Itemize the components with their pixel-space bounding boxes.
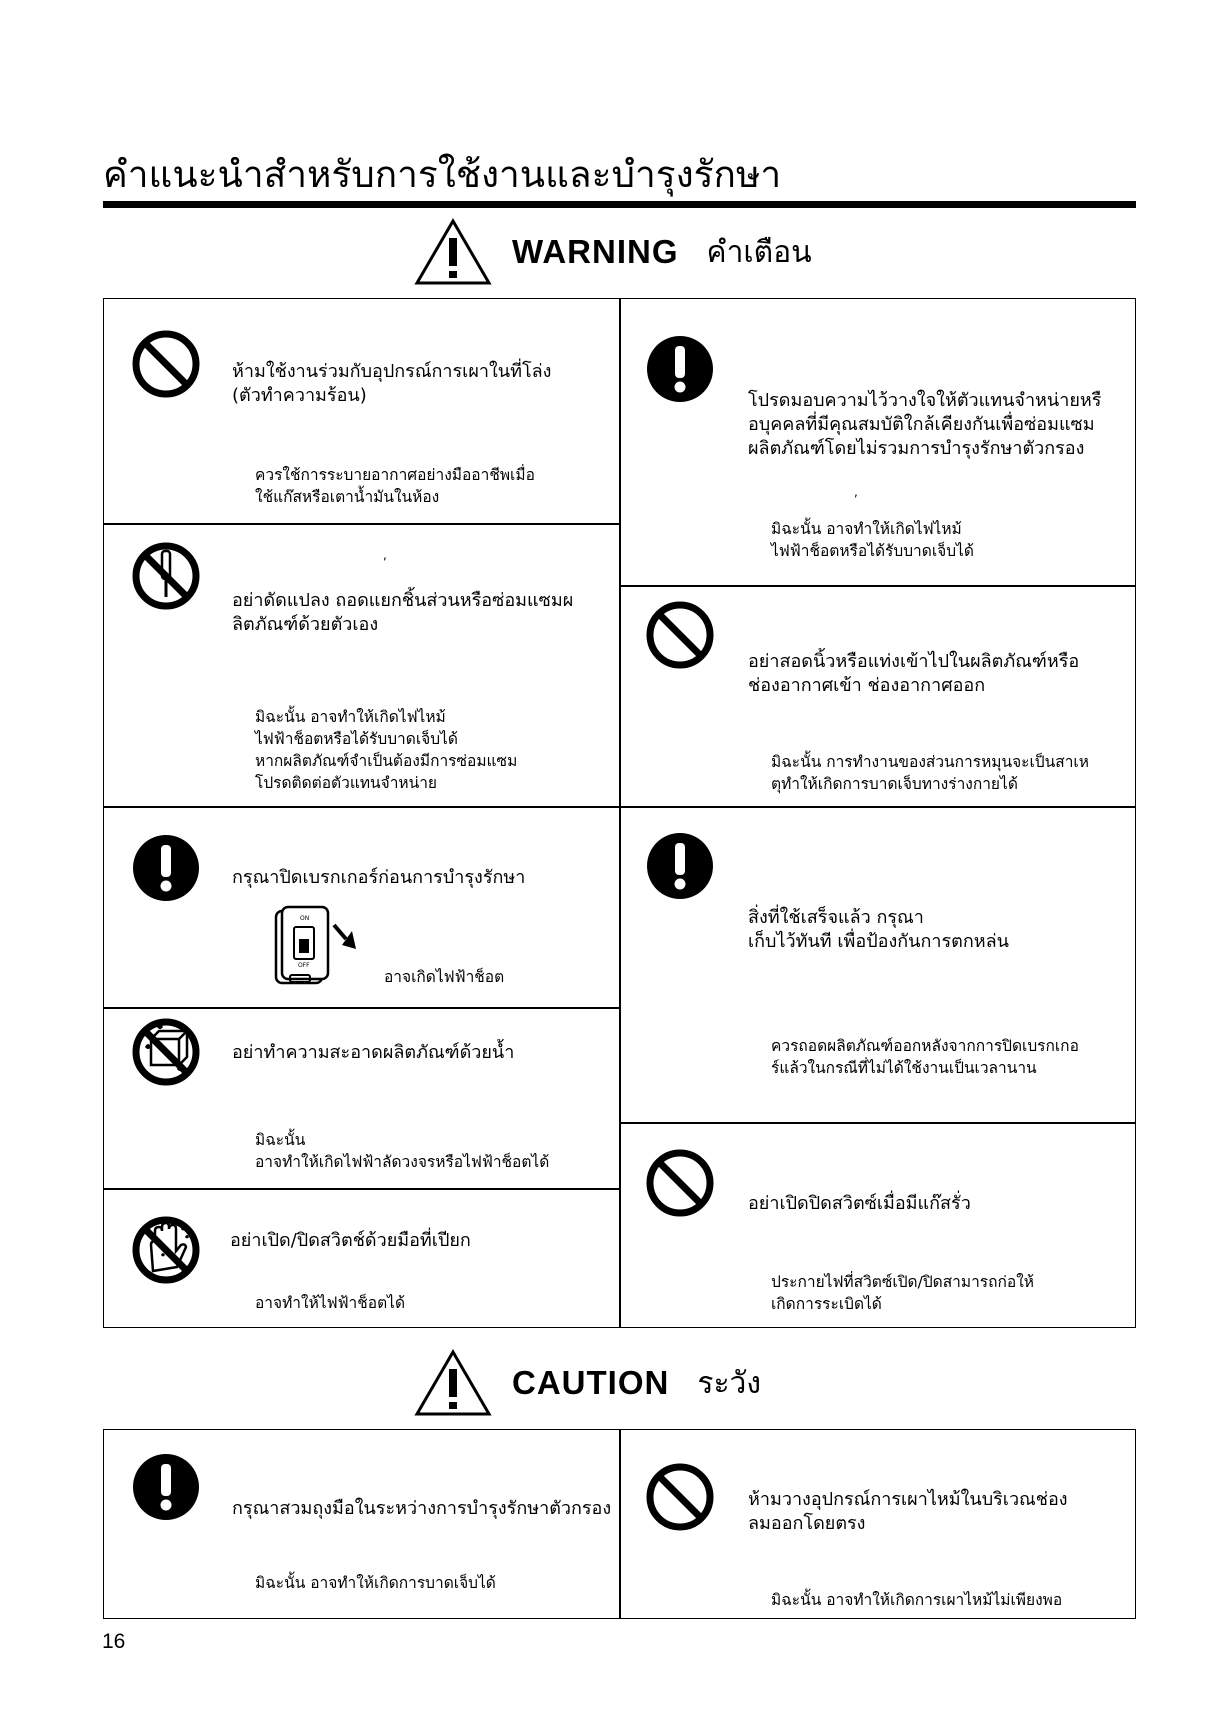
row-divider — [103, 1007, 620, 1009]
item-main-text: ลิตภัณฑ์ด้วยตัวเอง — [232, 614, 379, 635]
caution-label: CAUTION — [512, 1364, 670, 1401]
item-sub-text: หากผลิตภัณฑ์จำเป็นต้องมีการซ่อมแซม — [255, 752, 518, 770]
warning-header — [414, 218, 812, 286]
warning-column-divider — [619, 298, 621, 1328]
item-sub-text: มิฉะนั้น อาจทำให้เกิดไฟไหม้ — [771, 520, 962, 538]
caution-triangle-icon — [414, 1349, 492, 1417]
caution-label-thai: ระวัง — [697, 1365, 762, 1401]
item-sub-text: ตุทำให้เกิดการบาดเจ็บทางร่างกายได้ — [771, 775, 1018, 793]
no-water-cleaning-icon — [131, 1017, 201, 1087]
mandatory-icon — [131, 1452, 201, 1522]
item-main-text: (ตัวทำความร้อน) — [232, 385, 367, 406]
row-divider — [619, 585, 1136, 587]
warning-triangle-icon — [414, 218, 492, 286]
item-sub-text: มิฉะนั้น — [255, 1131, 306, 1149]
mandatory-icon — [645, 831, 715, 901]
row-divider — [103, 806, 1136, 808]
item-main-text: อย่าเปิด/ปิดสวิตช์ด้วยมือที่เปียก — [230, 1230, 471, 1251]
item-main-text: เก็บไว้ทันที เพื่อป้องกันการตกหล่น — [748, 931, 1009, 952]
page-number: 16 — [102, 1630, 126, 1653]
item-sub-text: มิฉะนั้น อาจทำให้เกิดไฟไหม้ — [255, 708, 446, 726]
item-sub-text: ควรถอดผลิตภัณฑ์ออกหลังจากการปิดเบรกเกอ — [771, 1037, 1079, 1055]
item-main-text: กรุณาปิดเบรกเกอร์ก่อนการบำรุงรักษา — [232, 867, 526, 888]
item-sub-text: มิฉะนั้น การทำงานของส่วนการหมุนจะเป็นสาเห — [771, 753, 1089, 771]
caution-column-divider — [619, 1429, 621, 1619]
no-wet-hands-icon — [131, 1215, 201, 1285]
svg-text:OFF: OFF — [298, 962, 310, 969]
svg-text:ON: ON — [300, 915, 310, 922]
mandatory-icon — [131, 833, 201, 903]
prohibition-icon — [645, 600, 715, 670]
item-sub-text: อาจทำให้เกิดไฟฟ้าลัดวงจรหรือไฟฟ้าช็อตได้ — [255, 1153, 550, 1171]
item-main-text: โปรดมอบความไว้วางใจให้ตัวแทนจำหน่ายหรื — [748, 390, 1102, 411]
item-sub-text: อาจทำให้ไฟฟ้าช็อตได้ — [255, 1294, 406, 1312]
warning-label: WARNING — [512, 233, 679, 270]
item-sub-text: ใช้แก๊สหรือเตาน้ำมันในห้อง — [255, 488, 440, 506]
item-main-text: สิ่งที่ใช้เสร็จแล้ว กรุณา — [748, 907, 924, 928]
title-rule — [103, 201, 1136, 208]
item-main-text: ลมออกโดยตรง — [748, 1513, 866, 1534]
item-main-text: อย่าทำความสะอาดผลิตภัณฑ์ด้วยน้ำ — [232, 1042, 515, 1063]
mandatory-icon — [645, 334, 715, 404]
breaker-switch-icon — [272, 905, 362, 990]
row-divider — [619, 1122, 1136, 1124]
row-divider — [103, 1188, 620, 1190]
item-sub-text: ร์แล้วในกรณีที่ไม่ได้ใช้งานเป็นเวลานาน — [771, 1059, 1037, 1077]
item-sub-text: มิฉะนั้น อาจทำให้เกิดการบาดเจ็บได้ — [255, 1574, 496, 1592]
item-main-text: ห้ามวางอุปกรณ์การเผาไหม้ในบริเวณช่อง — [748, 1489, 1068, 1510]
row-divider — [103, 523, 620, 525]
item-sub-text: โปรดติดต่อตัวแทนจำหน่าย — [255, 774, 438, 792]
item-sub-text: มิฉะนั้น อาจทำให้เกิดการเผาไหม้ไม่เพียงพอ — [771, 1591, 1063, 1609]
caution-header — [414, 1349, 761, 1417]
item-main-text: ห้ามใช้งานร่วมกับอุปกรณ์การเผาในที่โล่ง — [232, 361, 552, 382]
prohibition-icon — [645, 1148, 715, 1218]
item-main-text: อย่าเปิดปิดสวิตซ์เมื่อมีแก๊สรั่ว — [748, 1193, 971, 1214]
prohibition-icon — [645, 1462, 715, 1532]
item-sub-text: อาจเกิดไฟฟ้าช็อต — [384, 968, 505, 986]
warning-label-thai: คำเตือน — [706, 234, 812, 270]
item-main-text: กรุณาสวมถุงมือในระหว่างการบำรุงรักษาตัวกรอง — [232, 1498, 612, 1519]
item-main-text: อย่าสอดนิ้วหรือแท่งเข้าไปในผลิตภัณฑ์หรือ — [748, 651, 1080, 672]
item-main-text: ผลิตภัณฑ์โดยไม่รวมการบำรุงรักษาตัวกรอง — [748, 438, 1085, 459]
item-sub-text: เกิดการระเบิดได้ — [771, 1295, 882, 1313]
prohibition-icon — [131, 329, 201, 399]
item-sub-text: ไฟฟ้าช็อตหรือได้รับบาดเจ็บได้ — [255, 730, 458, 748]
item-main-text: ช่องอากาศเข้า ช่องอากาศออก — [748, 675, 986, 696]
page-title: คำแนะนำสำหรับการใช้งานและบำรุงรักษา — [103, 153, 782, 196]
item-sub-text: ไฟฟ้าช็อตหรือได้รับบาดเจ็บได้ — [771, 542, 974, 560]
item-main-text: อย่าดัดแปลง ถอดแยกชิ้นส่วนหรือซ่อมแซมผ — [232, 590, 574, 611]
item-sub-text: ควรใช้การระบายอากาศอย่างมืออาชีพเมื่อ — [255, 466, 535, 484]
no-disassembly-icon — [131, 541, 201, 611]
item-main-text: อบุคคลที่มีคุณสมบัติใกล้เคียงกันเพื่อซ่อมแซม — [748, 414, 1095, 435]
item-sub-text: ประกายไฟที่สวิตซ์เปิด/ปิดสามารถก่อให้ — [771, 1273, 1035, 1291]
